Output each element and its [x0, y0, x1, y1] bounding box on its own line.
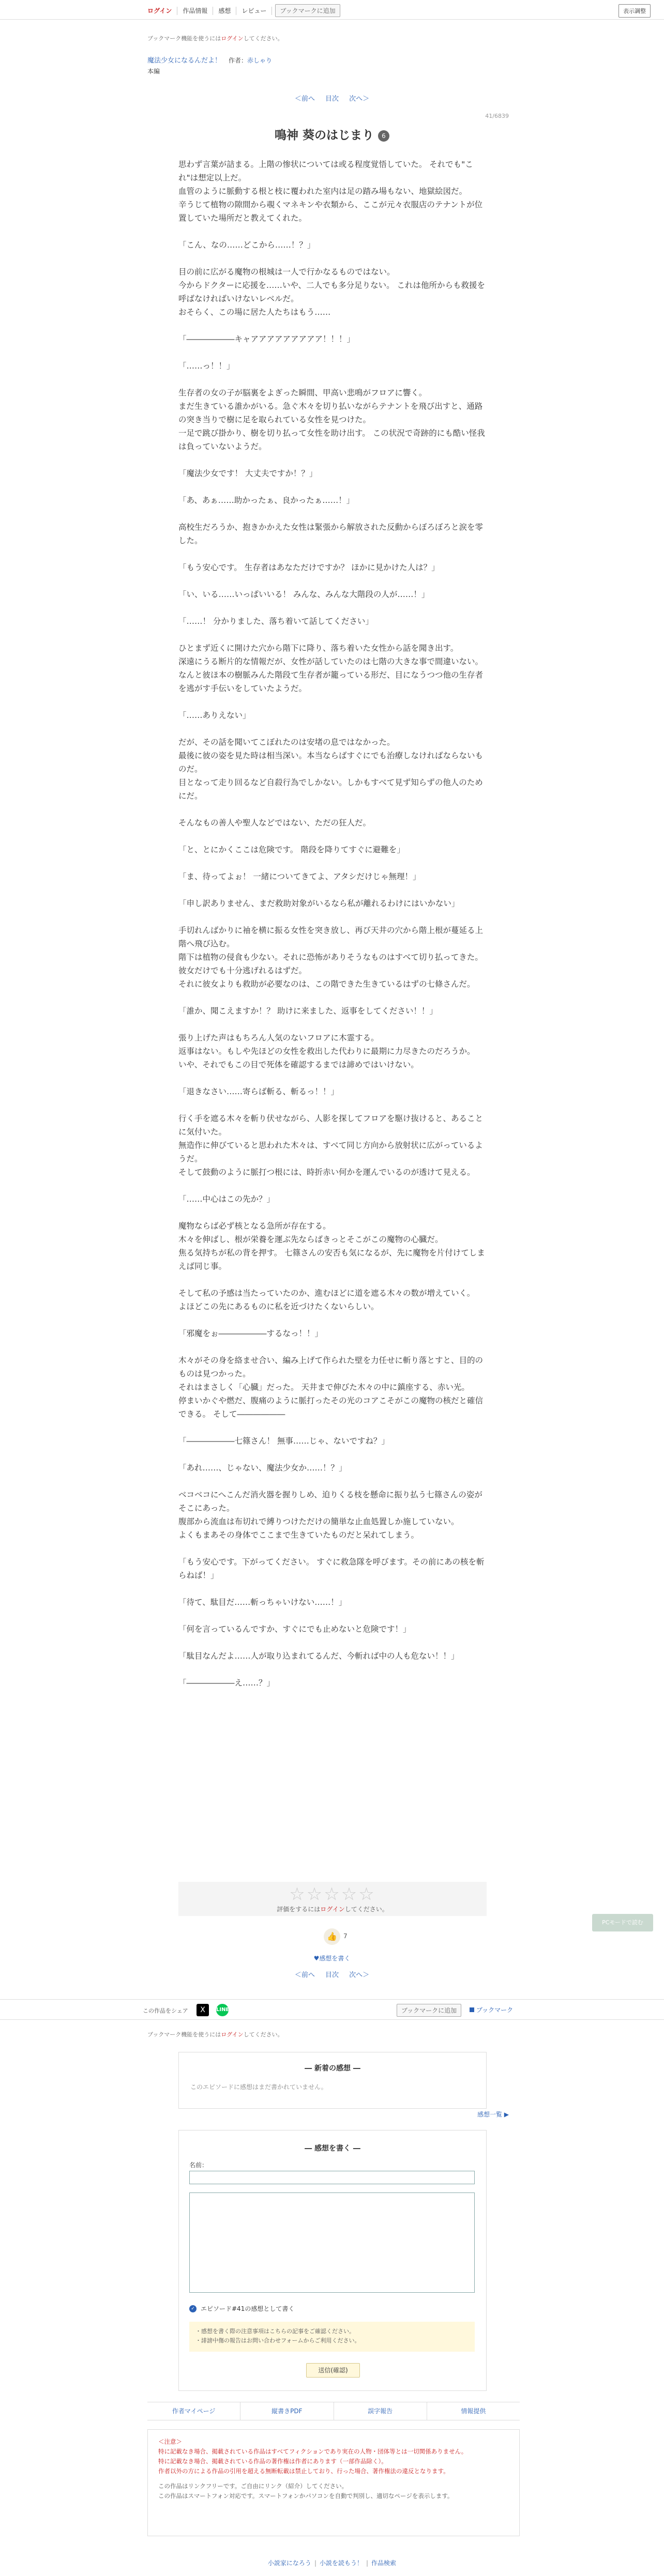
novel-paragraph: 「何を言っているんですか、すぐにでも止めないと危険です！」 [178, 1624, 411, 1634]
author-name[interactable]: 赤しゃり [247, 57, 273, 64]
info-provide-link[interactable]: 情報提供 [461, 2408, 486, 2415]
chapter-title [0, 126, 664, 143]
search-link[interactable]: 作品検索 [371, 2559, 397, 2567]
vertical-pdf-link[interactable]: 縦書きPDF [240, 2402, 334, 2420]
chapter-title-text: 鳴神 葵のはじまり [274, 129, 374, 142]
novel-paragraph: 生存者の女の子が脳裏をよぎった瞬間、甲高い悲鳴がフロアに響く。 まだ生きている誰かがいる。急ぐ木々を切り払いながらテナントを飛び出すと、通路の突き当りで樹に足を取られている女性を見つけた。 一足で跳び掛かり、樹を切り払って女性を助け出す。 この状況で奇跡的にも酷い怪我は負っていないようだ。 [178, 388, 485, 451]
add-bookmark-button-bottom[interactable]: ブックマークに追加 [397, 2004, 461, 2017]
read-novels-link[interactable]: 小説を読もう！ [319, 2559, 363, 2567]
eval-login-link[interactable]: ログイン [320, 1906, 345, 1913]
novel-paragraph: 「退きなさい……寄らば斬る、斬るっ！！」 [178, 1087, 339, 1096]
bookmark-icon [470, 2007, 474, 2012]
novel-paragraph: 高校生だろうか、抱きかかえた女性は緊張から解放された反動からぼろぼろと涙を零した。 [178, 523, 484, 545]
chapter-badge: 6 [378, 130, 389, 142]
novel-paragraph: 「――――――キャアアアアアアアアア！！！」 [178, 334, 355, 344]
novel-body [178, 158, 489, 1703]
novel-paragraph: 「あ、あぁ……助かったぁ、良かったぁ……！」 [178, 496, 355, 505]
caution-heading: ＜注意＞ [158, 2438, 182, 2445]
novel-paragraph: 「い、いる……いっぱいいる！ みんな、みんな大階段の人が……！」 [178, 590, 430, 599]
write-impression-title: ― 感想を書く ― [305, 2144, 360, 2153]
caution-reprint: 作者以外の方による作品の引用を超える無断転載は禁止しており、行った場合、著作権法の違反となります。 [158, 2467, 449, 2475]
eval-note-suffix: してください。 [344, 1906, 388, 1913]
episode-checkbox-row[interactable] [189, 2304, 294, 2313]
thumbs-up-icon: 👍 [327, 1931, 337, 1941]
top-nav [147, 4, 340, 17]
next-link[interactable]: 次へ＞ [349, 1971, 370, 1979]
bullet-icon: ・ [195, 2337, 201, 2344]
bookmark-link-label: ブックマーク [476, 2006, 514, 2014]
prev-link[interactable]: ＜前へ [294, 1971, 315, 1979]
star-icon[interactable]: ☆ [341, 1884, 359, 1905]
bookmark-link[interactable] [470, 2005, 513, 2014]
novel-paragraph: 「あれ……、じゃない、魔法少女か……！？」 [178, 1463, 347, 1473]
nav-reviews[interactable]: レビュー [236, 7, 272, 15]
star-rating [178, 1882, 487, 1905]
novel-paragraph: そして私の予感は当たっていたのか、進むほどに道を遮る木々の数が増えていく。 よほどこの先にあるものに私を近づけたくないらしい。 [178, 1289, 475, 1311]
notice-suffix: してください。 [243, 2031, 283, 2038]
separator: | [314, 2559, 316, 2567]
novel-paragraph: 「邪魔をぉ――――――するなっ！！」 [178, 1329, 323, 1338]
eval-note-prefix: 評価をするには [277, 1906, 321, 1913]
author-mypage-link[interactable]: 作者マイページ [147, 2402, 240, 2420]
novel-paragraph: 木々がその身を絡ませ合い、編み上げて作られた壁を力任せに斬り落とすと、目的のものは見つかった。 それはまさしく「心臓」だった。 天井まで伸びた木々の中に鎮座する、赤い光。 停まいかぐや燃だ、腹痛のように脈打ったその光のコアこそがこの魔物の核だと確信できる。 そして―――――― [178, 1356, 484, 1419]
share-bar [0, 1999, 664, 2020]
checkbox-checked-icon[interactable]: ✓ [189, 2305, 197, 2312]
evaluation-note [178, 1905, 487, 1913]
novel-paragraph: 張り上げた声はもちろん人気のないフロアに木霊する。 返事はない。もしや先ほどの女性を救出した代わりに最期に力尽きたのだろうか。 いや、それでもこの目で死体を確認するまでは諦めではいけない。 [178, 1033, 475, 1069]
new-impressions-box [178, 2052, 487, 2109]
star-icon[interactable]: ☆ [306, 1884, 324, 1905]
novel-paragraph: 「申し訳ありません、まだ救助対象がいるなら私が離れるわけにはいかない」 [178, 899, 460, 908]
novel-paragraph: 手切れんばかりに袖を横に振る女性を突き放し、再び天井の穴から階上根が蔓延る上階へ飛び込む。 階下は植物の侵食も少ない。それに恐怖がありそうなものはすべて切り払ってきた。 彼女だけでも十分逃げれるはずだ。 それに彼女よりも救助が必要なのは、この階できた生きているはずの七條さんだ。 [178, 926, 484, 989]
toc-link[interactable]: 目次 [325, 1971, 339, 1979]
chapter-number: 41/6839 [485, 113, 509, 119]
novel-paragraph: 「――――――七篠さん！ 無事……じゃ、ないですね？」 [178, 1436, 389, 1446]
star-icon[interactable]: ☆ [358, 1884, 376, 1905]
novel-paragraph: 「……っ！！」 [178, 361, 235, 371]
novel-paragraph: 行く手を遮る木々を斬り伏せながら、人影を探してフロアを駆け抜けると、あることに気付いた。 無造作に伸びていると思われた木々は、すべて同じ方向から放射状に広がっているようだ。 そして鼓動のように脈打つ根には、時折赤い何かを運んでいるのが透けて見える。 [178, 1114, 484, 1177]
bookmark-notice [147, 34, 520, 42]
novel-paragraph: 「……中心はこの先か？」 [178, 1194, 275, 1204]
caution-smartphone: この作品はスマートフォン対応です。スマートフォンかパソコンを自動で判別し、適切なページを表示します。 [158, 2492, 454, 2500]
bullet-icon: ・ [195, 2328, 201, 2335]
novel-paragraph: 「こん、なの……どこから……！？」 [178, 240, 315, 250]
caution-copyright: 特に記載なき場合、掲載されている作品の著作権は作者にあります（一部作品除く）。 [158, 2458, 387, 2465]
top-bar [0, 0, 664, 20]
bookmark-notice-bottom [147, 2030, 520, 2038]
series-info [147, 55, 520, 75]
novel-paragraph: 「……！ 分かりました、落ち着いて話してください」 [178, 617, 373, 626]
novel-paragraph: だが、その話を聞いてこぼれたのは安堵の息ではなかった。 最後に彼の姿を見た時は相当深い。本当ならばすぐにでも治療しなければならないものだ。 目となって走り回るなど自殺行為でしかない。しかもすべて見ず知らずの他人のためにだ。 [178, 738, 484, 801]
next-link[interactable]: 次へ＞ [349, 95, 370, 103]
novel-paragraph: 「待て、駄目だ……斬っちゃいけない……！」 [178, 1598, 347, 1607]
series-title[interactable]: 魔法少女になるんだよ！ [147, 57, 222, 65]
author-label: 作者： [229, 57, 248, 64]
typo-report-link[interactable]: 誤字報告 [334, 2402, 427, 2420]
prev-link[interactable]: ＜前へ [294, 95, 315, 103]
novel-paragraph: そんなもの善人や聖人などではない、ただの狂人だ。 [178, 818, 371, 827]
write-impression-link[interactable]: ♥感想を書く [313, 1955, 351, 1962]
novel-paragraph: ベコベコにへこんだ消火器を握りしめ、迫りくる枝を懸命に振り払う七篠さんの姿がそこにあった。 腹部から流血は布切れで縛りつけただけの簡単な止血処置しか施していない。 よくもまあその身体でここまで生きていたものだと呆れてしまう。 [178, 1490, 482, 1540]
share-label: この作品をシェア [143, 2007, 188, 2014]
novel-paragraph: 思わず言葉が詰まる。上階の惨状については或る程度覚悟していた。 それでも"これ"は想定以上だ。 血管のように脈動する根と枝に覆われた室内は足の踏み場もない、地獄絵図だ。 辛うじて植物の隙間から覗くマネキンや衣類から、ここが元々衣服店のテナントが位置していた場所だと教えてくれた。 [178, 160, 483, 223]
name-label: 名前： [189, 2161, 208, 2169]
novel-paragraph: 「誰か、聞こえますか！？ 助けに来ました、返事をしてください！！」 [178, 1006, 437, 1016]
novel-paragraph: 目の前に広がる魔物の根城は一人で行かなるものではない。 今からドクターに応援を……いや、二人でも多分足りない。 これは他所からも救援を呼ばなければいけないレベルだ。 おそらく、この場に居た人たちはもう…… [178, 267, 485, 317]
x-share-icon[interactable]: X [197, 2004, 209, 2016]
episode-checkbox-label: エピソード#41の感想として書く [201, 2305, 295, 2312]
side-floating-button[interactable]: PCモードで読む [592, 1914, 653, 1931]
site-home-link[interactable]: 小説家になろう [267, 2559, 311, 2567]
caution-fiction: 特に記載なき場合、掲載されている作品はすべてフィクションであり実在の人物・団体等とは一切関係ありません。 [158, 2448, 467, 2455]
line-share-icon[interactable]: LINE [216, 2004, 229, 2016]
write-impression-form [178, 2130, 487, 2391]
separator: | [366, 2559, 369, 2567]
novel-paragraph: ひとまず近くに開けた穴から階下に降り、落ち着いた女性から話を聞き出す。 深遠にうる断片的な情報だが、女性が話していたのは七階の大きな事で間違いない。 なんと彼ほ本の樹脈みんた階段て生存者が籠っている形だ、目になうつつ他の生存者を逃がす手伝いをしていたようだ。 [178, 643, 484, 693]
caution-link-free: この作品はリンクフリーです。ご自由にリンク（紹介）してください。 [158, 2482, 348, 2490]
submit-button[interactable]: 送信(確認) [306, 2363, 360, 2378]
nav-work-info[interactable]: 作品情報 [177, 7, 213, 15]
notice-login-link[interactable]: ログイン [221, 2031, 244, 2038]
notice-login-link[interactable]: ログイン [221, 35, 244, 42]
star-icon[interactable]: ☆ [324, 1884, 341, 1905]
impressions-list-link[interactable]: 感想一覧 ▶ [477, 2111, 509, 2118]
notice-prefix: ブックマーク機能を使うには [147, 2031, 221, 2038]
caution-box [147, 2429, 520, 2536]
no-impressions-text: このエピソードに感想はまだ書かれていません。 [190, 2083, 327, 2091]
novel-paragraph: 「……ありえない」 [178, 711, 251, 720]
novel-paragraph: 魔物ならば必ず核となる急所が存在する。 木々を伸ばし、根が栄養を運ぶ先ならばきっとそこがこの魔物の心臓だ。 焦る気持ちが私の背を押す。 七篠さんの安否も気になるが、先に魔物を片付けてしまえば同じ事。 [178, 1221, 485, 1271]
nav-impressions[interactable]: 感想 [213, 7, 236, 15]
novel-paragraph: 「魔法少女です！ 大丈夫ですか！？」 [178, 469, 318, 478]
name-field[interactable] [189, 2171, 475, 2184]
guideline-2: 誹謗中傷の報告はお問い合わせフォームからご利用ください。 [201, 2337, 360, 2344]
reaction-count: 7 [343, 1933, 348, 1940]
add-bookmark-button[interactable]: ブックマークに追加 [275, 4, 340, 17]
section-label: 本編 [147, 68, 160, 75]
evaluation-box [178, 1882, 487, 1916]
novel-paragraph: 「と、とにかくここは危険です。 階段を降りてすぐに避難を」 [178, 845, 405, 854]
reaction-button[interactable] [324, 1928, 340, 1945]
pager-top [0, 93, 664, 103]
novel-paragraph: 「もう安心です。下がってください。 すぐに救急隊を呼びます。その前にあの核を斬らねば！」 [178, 1557, 485, 1580]
impression-textarea[interactable] [189, 2192, 475, 2293]
impression-guidelines [189, 2322, 475, 2352]
notice-prefix: ブックマーク機能を使うには [147, 35, 221, 42]
notice-suffix: してください。 [243, 35, 283, 42]
guideline-1: 感想を書く際の注意事項はこちらの記事をご確認ください。 [201, 2328, 355, 2335]
toc-link[interactable]: 目次 [325, 95, 339, 103]
login-link[interactable]: ログイン [147, 7, 177, 15]
novel-paragraph: 「――――――え……？」 [178, 1678, 275, 1688]
bottom-links [0, 2558, 664, 2567]
footer-links [147, 2402, 520, 2420]
pager-bottom [0, 1969, 664, 1979]
display-settings-button[interactable]: 表示調整 [618, 4, 651, 18]
novel-paragraph: 「ま、待ってよぉ！ 一緒についてきてよ、アタシだけじゃ無理！」 [178, 872, 421, 881]
novel-paragraph: 「もう安心です。 生存者はあなただけですか？ ほかに見かけた人は？」 [178, 563, 440, 572]
new-impressions-title: ― 新着の感想 ― [305, 2064, 360, 2073]
star-icon[interactable]: ☆ [289, 1884, 307, 1905]
novel-paragraph: 「駄目なんだよ……人が取り込まれてるんだ、今斬れば中の人も危ない！！」 [178, 1651, 459, 1661]
